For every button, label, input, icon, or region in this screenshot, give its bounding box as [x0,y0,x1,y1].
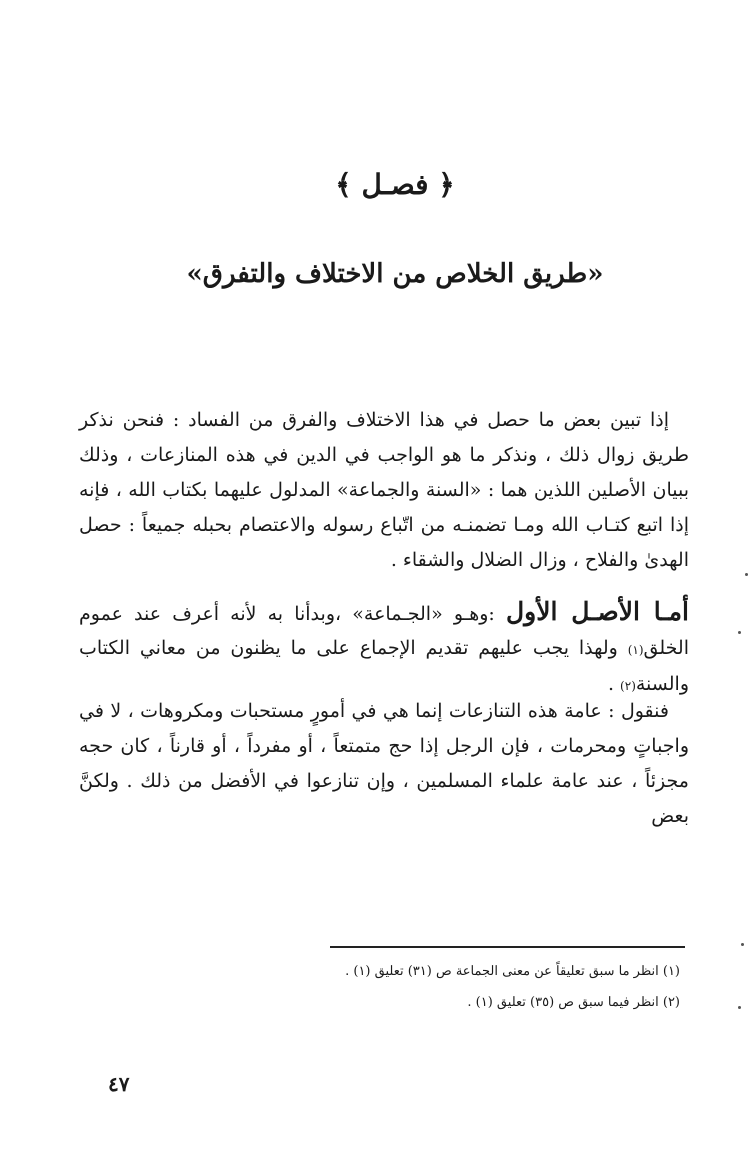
footnote-divider [330,946,685,948]
margin-dot [741,943,744,946]
page-number: ٤٧ [108,1072,130,1096]
footnote-ref-2: (٢) [620,679,636,693]
section-heading: ﴿ فصـل ﴾ [335,168,455,201]
footnote-2: (٢) انظر فيما سبق ص (٣٥) تعليق (١) . [467,995,680,1010]
first-principle-text-c: . [607,673,621,695]
margin-dot [745,573,748,576]
footnote-1: (١) انظر ما سبق تعليقاً عن معنى الجماعة ص (٣١) تعليق (١) . [345,964,680,979]
margin-dot [738,1006,741,1009]
first-principle-text-a: :وهـو «الجـماعة» ،وبدأنا به لأنه أعرف عند عموم الخلق [79,603,689,659]
margin-dot [738,631,741,634]
chapter-heading: «طريق الخلاص من الاختلاف والتفرق» [186,259,604,289]
footnote-ref-1: (١) [627,643,644,657]
paragraph-disputes: فنقول : عامة هذه التنازعات إنما هي في أمورٍ مستحبات ومكروهات ، لا في واجباتٍ ومحرمات ، فإن الرجل إذا حج متمتعاً ، أو مفرداً ، أو قارناً ، كان حجه مجزئاً ، عند عامة علماء المسلمين ، وإن تنازعوا في الأفضل من ذلك . ولكنَّ بعض [79,700,689,827]
first-principle-text-b: ولهذا يجب عليهم تقديم الإجماع على ما يظنون من معاني الكتاب والسنة [79,637,689,695]
paragraph-first-principle [79,595,689,703]
paragraph-intro: إذا تبين بعض ما حصل في هذا الاختلاف والفرق من الفساد : فنحن نذكر طريق زوال ذلك ، ونذكر ما هو الواجب في الدين في هذه المنازعات ، وذلك ببيان الأصلين اللذين هما : «السنة والجماعة» المدلول عليهما بكتاب الله ، فإنه إذا اتبع كتـاب الله ومـا تضمنـه من اتّباع رسوله والاعتصام بحبله جميعاً : حصل الهدىٰ والفلاح ، وزال الضلال والشقاء . [79,409,689,571]
first-principle-lead: أمـا الأصـل الأول [505,597,689,626]
